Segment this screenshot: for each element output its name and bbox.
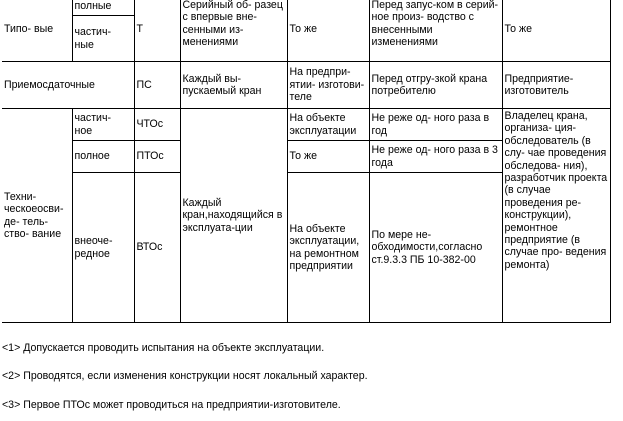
- subtype-cell: полное: [72, 141, 134, 173]
- subtype-cell: частич- ные: [72, 16, 134, 62]
- place-cell: На предпри- ятии- изготови-теле: [287, 62, 369, 109]
- type-cell: Техни- ческоеосви- де- тель- ство- вание: [2, 109, 72, 323]
- scope-cell: Серийный об- разец с впервые вне-сенными из- менениями: [180, 0, 287, 62]
- responsible-cell: Владелец крана, организа- ция- обследователь (в слу- чае проведения обследова- ния), разработчик проекта (в случае проведения ре- конструкции), ремонтное предприятие (в случае про- ведения ремонта): [502, 109, 610, 323]
- type-cell: Типо- вые: [2, 0, 72, 62]
- place-cell: На объекте эксплуатации, на ремонтном предприятии: [287, 173, 369, 323]
- footnote: <3> Первое ПТОс может проводиться на предприятии-изготовителе.: [2, 399, 341, 411]
- code-cell: ЧТОс: [134, 109, 180, 141]
- time-cell: По мере не- обходимости,согласно ст.9.3.3 ПБ 10-382-00: [369, 173, 502, 323]
- code-cell: ПС: [134, 62, 180, 109]
- time-cell: Перед запус-ком в серий-ное произ- водство с внесенными изменениями: [369, 0, 502, 62]
- responsible-cell: Предприятие- изготовитель: [502, 62, 610, 109]
- subtype-cell: полные: [72, 0, 134, 16]
- subtype-cell: частич- ное: [72, 109, 134, 141]
- time-cell: Не реже од- ного раза в год: [369, 109, 502, 141]
- place-cell: На объекте эксплуатации: [287, 109, 369, 141]
- footnote: <2> Проводятся, если изменения конструкции носят локальный характер.: [2, 370, 368, 382]
- type-cell: Приемосдаточные: [2, 62, 134, 109]
- place-cell: То же: [287, 0, 369, 62]
- place-cell: То же: [287, 141, 369, 173]
- inspection-table: [2, 0, 611, 323]
- code-cell: Т: [134, 0, 180, 62]
- time-cell: Перед отгру-зкой крана потребителю: [369, 62, 502, 109]
- table-row: [2, 0, 610, 16]
- subtype-cell: внеоче- редное: [72, 173, 134, 323]
- footnote: <1> Допускается проводить испытания на объекте эксплуатации.: [2, 342, 325, 354]
- code-cell: ВТОс: [134, 173, 180, 323]
- responsible-cell: То же: [502, 0, 610, 62]
- code-cell: ПТОс: [134, 141, 180, 173]
- scope-cell: Каждый кран,находящийся в эксплуата-ции: [180, 109, 287, 323]
- scope-cell: Каждый вы- пускаемый кран: [180, 62, 287, 109]
- table-row: [2, 62, 610, 109]
- time-cell: Не реже од- ного раза в 3 года: [369, 141, 502, 173]
- table-row: [2, 109, 610, 141]
